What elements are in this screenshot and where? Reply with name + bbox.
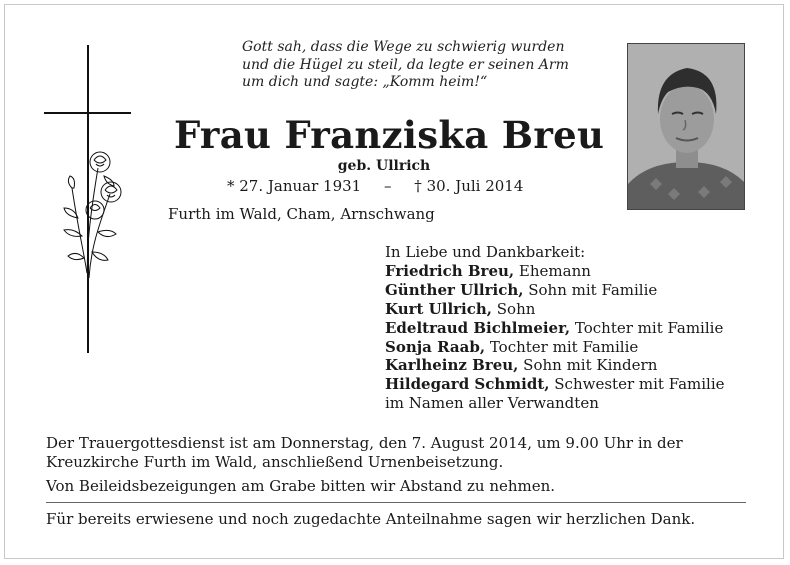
portrait-image — [628, 44, 745, 210]
list-item — [385, 281, 725, 300]
cross-bar — [44, 112, 131, 114]
birth-date: * 27. Januar 1931 — [227, 177, 362, 195]
mourner-relation: Schwester mit Familie — [549, 375, 725, 394]
list-item — [385, 300, 725, 319]
mourner-relation: Sohn mit Kindern — [518, 356, 658, 375]
quote-line: um dich und sagte: „Komm heim!“ — [242, 74, 488, 90]
date-separator: – — [384, 177, 392, 195]
mourner-relation: Ehemann — [514, 261, 591, 280]
mourners-closing: im Namen aller Verwandten — [385, 394, 599, 413]
mourner-name: Sonja Raab, — [385, 337, 486, 356]
mourner-name: Günther Ullrich, — [385, 280, 524, 299]
quote-line: Gott sah, dass die Wege zu schwierig wurden — [242, 39, 565, 55]
list-item — [385, 319, 725, 338]
list-item — [385, 262, 725, 281]
service-notice: Der Trauergottesdienst ist am Donnerstag, den 7. August 2014, um 9.00 Uhr in der Kreuzkirche Furth im Wald, anschließend Urnenbeisetzung. — [46, 434, 683, 471]
list-item — [385, 356, 725, 375]
roses-icon — [58, 148, 128, 288]
list-item — [385, 338, 725, 357]
mourner-relation: Tochter mit Familie — [570, 318, 724, 337]
death-date: † 30. Juli 2014 — [414, 177, 524, 195]
mourner-name: Hildegard Schmidt, — [385, 375, 550, 394]
portrait-photo — [627, 43, 745, 210]
quote-block — [242, 39, 622, 92]
list-item — [385, 375, 725, 394]
mourner-name: Edeltraud Bichlmeier, — [385, 318, 571, 337]
maiden-name: geb. Ullrich — [337, 158, 431, 174]
life-dates — [227, 177, 523, 195]
condolence-notice: Von Beileidsbezeigungen am Grabe bitten wir Abstand zu nehmen. — [46, 477, 556, 495]
mourners-intro: In Liebe und Dankbarkeit: — [385, 243, 586, 261]
thanks-notice: Für bereits erwiesene und noch zugedachte Anteilnahme sagen wir herzlichen Dank. — [46, 510, 696, 528]
divider — [46, 502, 746, 503]
mourners-block — [385, 243, 725, 413]
mourner-name: Kurt Ullrich, — [385, 299, 493, 318]
mourner-relation: Sohn — [492, 299, 536, 318]
mourner-relation: Tochter mit Familie — [485, 337, 639, 356]
mourner-name: Friedrich Breu, — [385, 261, 515, 280]
mourner-name: Karlheinz Breu, — [385, 356, 519, 375]
deceased-name: Frau Franziska Breu — [174, 113, 605, 157]
places: Furth im Wald, Cham, Arnschwang — [168, 205, 435, 223]
mourner-relation: Sohn mit Familie — [523, 280, 658, 299]
quote-line: und die Hügel zu steil, da legte er seinen Arm — [242, 56, 569, 73]
